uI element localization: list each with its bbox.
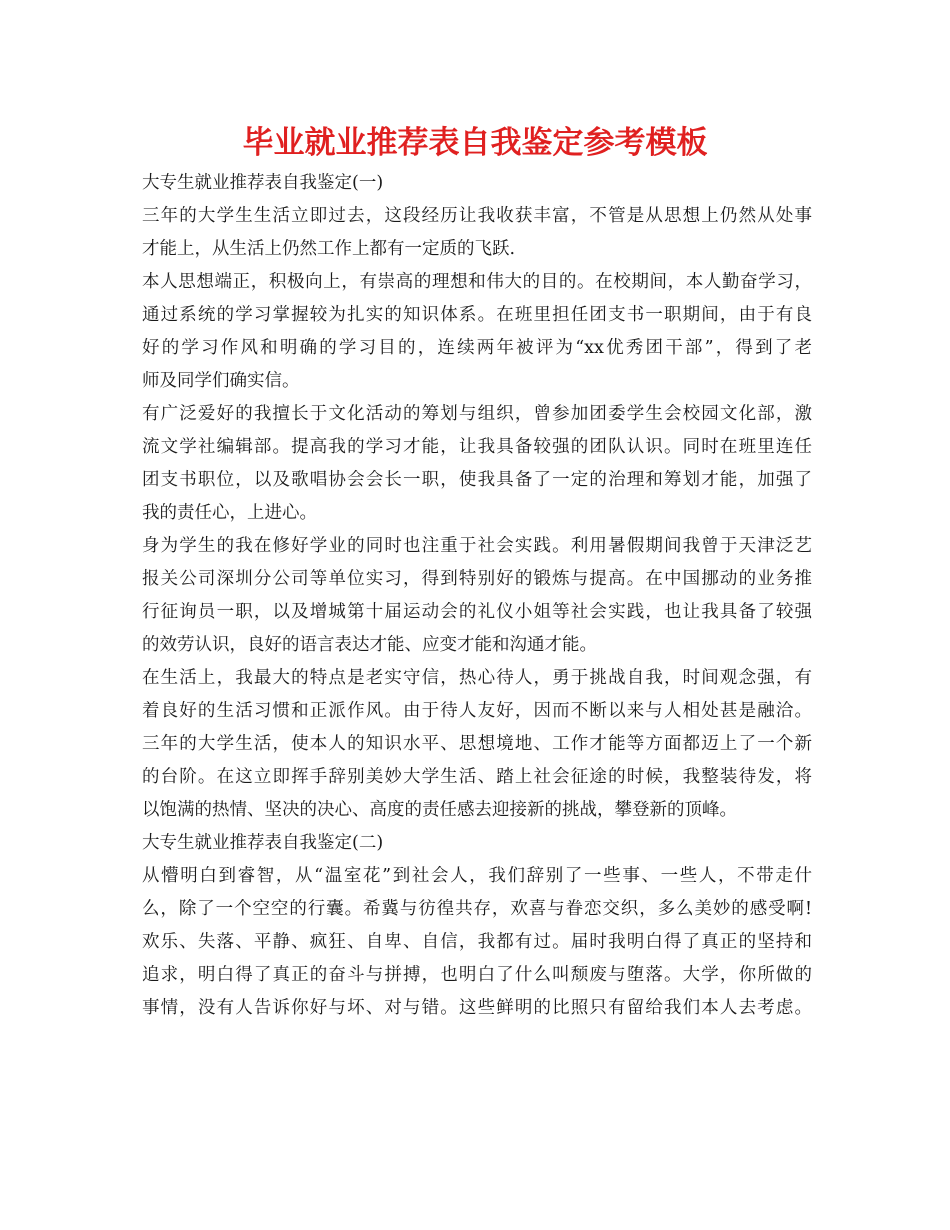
text-line: 的台阶。在这立即挥手辞别美妙大学生活、踏上社会征途的时候，我整装待发，将 [142,767,812,787]
document-title: 毕业就业推荐表自我鉴定参考模板 [242,125,708,161]
text-line: 三年的大学生生活立即过去，这段经历让我收获丰富，不管是从思想上仍然从处事 [142,206,812,226]
text-line: 的效劳认识，良好的语言表达才能、应变才能和沟通才能。 [142,635,597,655]
text-line: 事情，没有人告诉你好与坏、对与错。这些鲜明的比照只有留给我们本人去考虑。 [142,998,812,1018]
text-line: 师及同学们确实信。 [142,371,300,391]
text-line: 我的责任心，上进心。 [142,503,317,523]
text-line: 通过系统的学习掌握较为扎实的知识体系。在班里担任团支书一职期间，由于有良 [142,305,812,325]
text-line: 流文学社编辑部。提高我的学习才能，让我具备较强的团队认识。同时在班里连任 [142,437,812,457]
text-line: 好的学习作风和明确的学习目的，连续两年被评为“xx优秀团干部”，得到了老 [142,338,812,358]
text-line: 本人思想端正，积极向上，有崇高的理想和伟大的目的。在校期间，本人勤奋学习， [142,272,812,292]
text-line: 三年的大学生活，使本人的知识水平、思想境地、工作才能等方面都迈上了一个新 [142,734,812,754]
text-line: 才能上，从生活上仍然工作上都有一定质的飞跃. [142,239,516,259]
text-line: 在生活上，我最大的特点是老实守信，热心待人，勇于挑战自我，时间观念强，有 [142,668,812,688]
text-line: 团支书职位，以及歌唱协会会长一职，使我具备了一定的治理和筹划才能，加强了 [142,470,812,490]
text-line: 大专生就业推荐表自我鉴定(一) [142,173,384,193]
text-line: 欢乐、失落、平静、疯狂、自卑、自信，我都有过。届时我明白得了真正的坚持和 [142,932,812,952]
text-line: 以饱满的热情、坚决的决心、高度的责任感去迎接新的挑战，攀登新的顶峰。 [142,800,737,820]
text-line: 从懵明白到睿智，从“温室花”到社会人，我们辞别了一些事、一些人，不带走什 [142,866,812,886]
text-line: 追求，明白得了真正的奋斗与拼搏，也明白了什么叫颓废与堕落。大学，你所做的 [142,965,812,985]
text-line: 大专生就业推荐表自我鉴定(二) [142,833,384,853]
text-line: 么，除了一个空空的行囊。希冀与彷徨共存，欢喜与眷恋交织，多么美妙的感受啊! [142,899,812,919]
text-line: 身为学生的我在修好学业的同时也注重于社会实践。利用暑假期间我曾于天津泛艺 [142,536,812,556]
text-line: 有广泛爱好的我擅长于文化活动的筹划与组织，曾参加团委学生会校园文化部，激 [142,404,812,424]
text-line: 着良好的生活习惯和正派作风。由于待人友好，因而不断以来与人相处甚是融洽。 [142,701,812,721]
text-line: 报关公司深圳分公司等单位实习，得到特别好的锻炼与提高。在中国挪动的业务推 [142,569,812,589]
document-body [142,167,812,1025]
text-line: 行征询员一职，以及增城第十届运动会的礼仪小姐等社会实践，也让我具备了较强 [142,602,812,622]
